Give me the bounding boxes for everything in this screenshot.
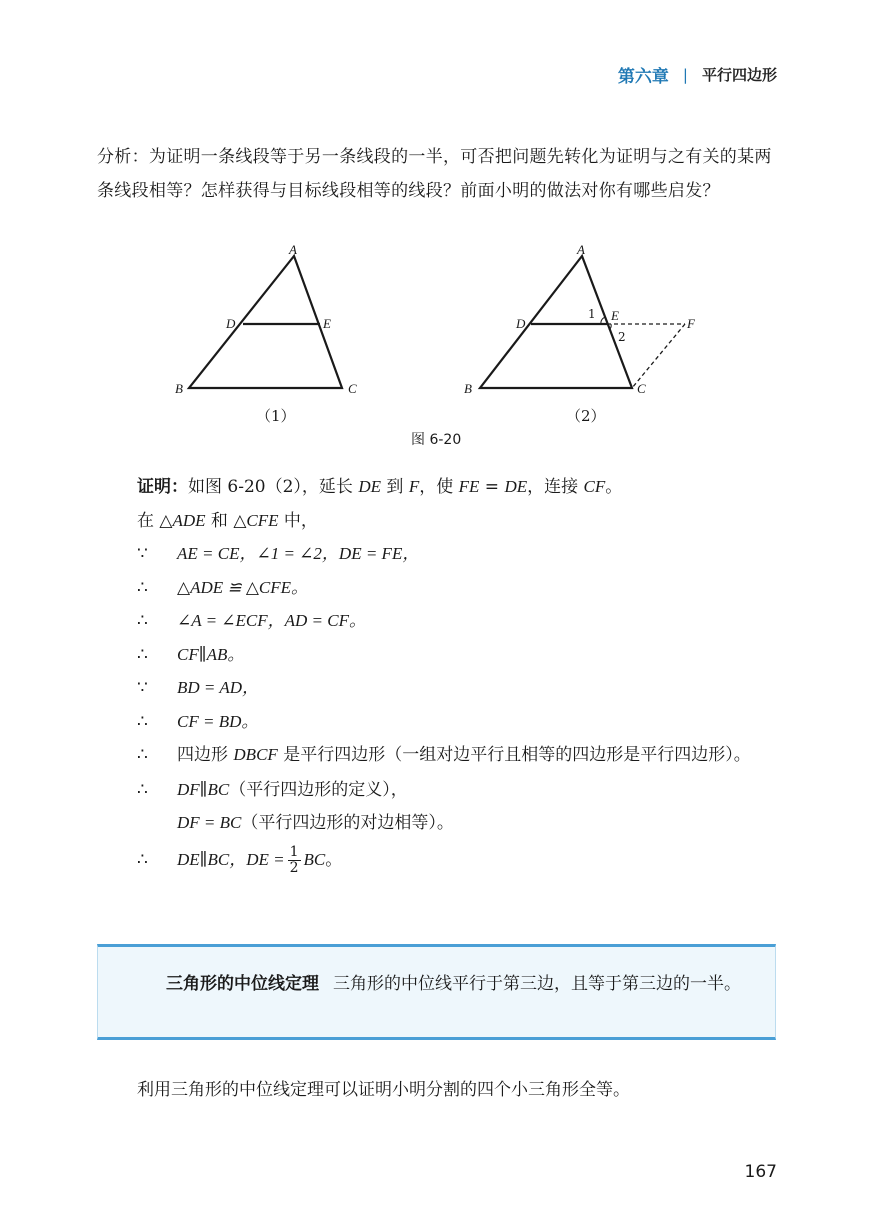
proof-line-10: DF = BC（平行四边形的对边相等）。 <box>177 813 454 833</box>
closing-paragraph: 利用三角形的中位线定理可以证明小明分割的四个小三角形全等。 <box>137 1080 630 1100</box>
proof-line-3: ∴ △ADE ≌ △CFE。 <box>137 577 309 598</box>
fig1-label-C: C <box>348 381 357 396</box>
proof-line-7: ∴ CF = BD。 <box>137 711 259 732</box>
fig1-label-B: B <box>175 381 183 396</box>
figure-1-triangle <box>189 256 342 388</box>
fig2-label-F: F <box>687 316 695 331</box>
chapter-title: 平行四边形 <box>701 66 777 84</box>
fig1-label-A: A <box>289 242 297 257</box>
angle-2-label: 2 <box>618 330 626 344</box>
proof-line-5: ∴ CF∥AB。 <box>137 644 245 665</box>
header-separator: | <box>682 65 688 84</box>
figure-2-triangle <box>480 256 632 388</box>
fig2-caption: （2） <box>566 407 606 425</box>
fig2-label-B: B <box>464 381 472 396</box>
analysis-paragraph: 分析：为证明一条线段等于另一条线段的一半，可否把问题先转化为证明与之有关的某两条线段相等？怎样获得与目标线段相等的线段？前面小明的做法对你有哪些启发？ <box>97 147 772 201</box>
proof-line-2: ∵ AE = CE，∠1 = ∠2，DE = FE， <box>137 544 420 564</box>
chapter-label: 第六章 <box>617 67 669 87</box>
theorem-name: 三角形的中位线定理 <box>166 974 319 994</box>
fig2-label-D: D <box>516 316 526 331</box>
fig2-label-A: A <box>577 242 585 257</box>
fig2-label-E: E <box>611 308 619 323</box>
fig1-label-D: D <box>226 316 236 331</box>
proof-intro: 证明：如图 6-20（2），延长 DE 到 F，使 FE = DE，连接 CF。 <box>137 477 623 497</box>
angle-1-label: 1 <box>588 307 596 321</box>
theorem-box <box>97 944 776 1040</box>
figure-6-20 <box>170 240 730 460</box>
proof-line-4: ∴ ∠A = ∠ECF，AD = CF。 <box>137 611 367 631</box>
proof-label: 证明： <box>137 477 188 497</box>
running-header <box>618 62 777 87</box>
proof-line-8: ∴ 四边形 DBCF 是平行四边形（一组对边平行且相等的四边形是平行四边形）。 <box>137 745 751 765</box>
proof-line-9: ∴ DF∥BC（平行四边形的定义）， <box>137 779 408 800</box>
proof-block <box>97 470 787 880</box>
proof-line-6: ∵ BD = AD， <box>137 678 259 698</box>
proof-line-triangles: 在 △ADE 和 △CFE 中， <box>137 510 318 531</box>
theorem-text: 三角形的中位线平行于第三边，且等于第三边的一半。 <box>333 974 741 994</box>
figure-caption: 图 6-20 <box>411 432 462 448</box>
page-number: 167 <box>744 1162 777 1182</box>
fig1-caption: （1） <box>256 407 296 425</box>
fraction-one-half: $\frac{1}{2}$ <box>289 843 299 876</box>
proof-line-11: ∴ DE∥BC，DE = $\frac{1}{2}$ BC。 <box>137 843 343 876</box>
fig1-label-E: E <box>323 316 331 331</box>
fig2-label-C: C <box>637 381 646 396</box>
